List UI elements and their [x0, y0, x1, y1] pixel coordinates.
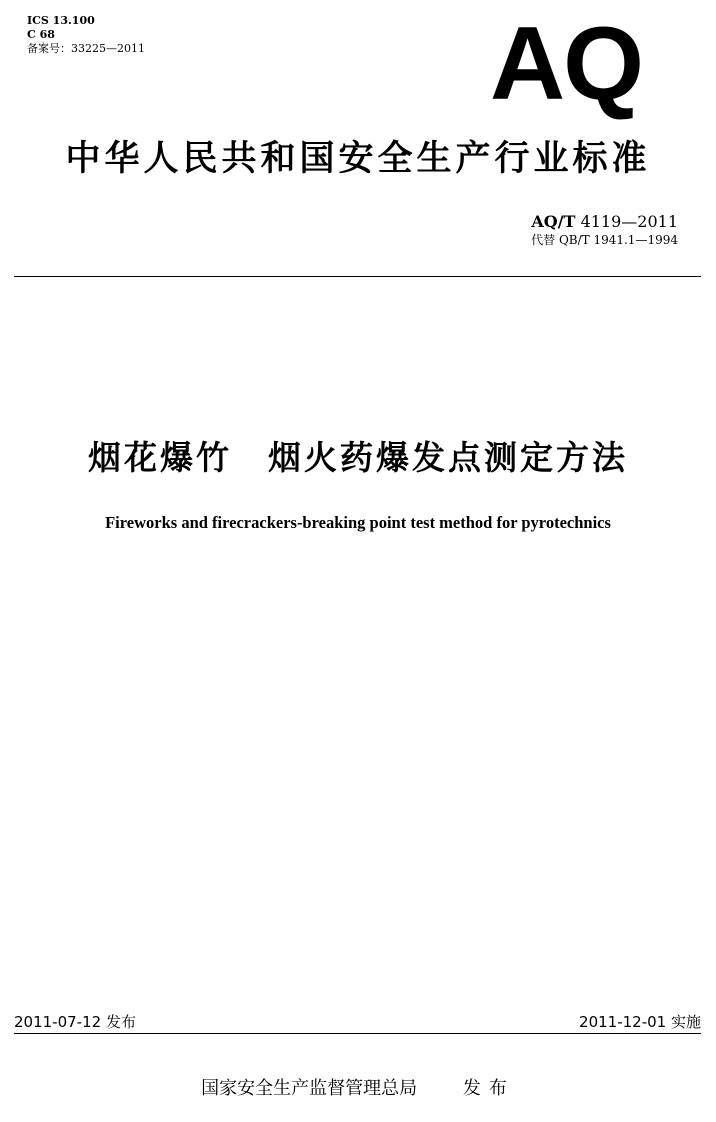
publisher-name: 国家安全生产监督管理总局 [201, 1078, 418, 1099]
standard-number-block [531, 212, 678, 248]
classification-code: C 68 [27, 28, 55, 41]
replaces-standard: 代替 QB/T 1941.1—1994 [531, 233, 678, 247]
standard-category-title: 中华人民共和国安全生产行业标准 [65, 139, 651, 179]
document-title-english: Fireworks and firecrackers-breaking point test method for pyrotechnics [105, 513, 611, 532]
footer-divider [14, 1033, 701, 1034]
effective-date: 2011-12-01 实施 [579, 1013, 701, 1031]
document-title-chinese: 烟花爆竹 烟火药爆发点测定方法 [88, 438, 628, 477]
publisher-line [0, 1076, 716, 1102]
document-metadata [27, 14, 145, 56]
header-divider [14, 276, 701, 277]
standard-code-prefix: AQ/T [531, 212, 576, 231]
record-number: 备案号：33225—2011 [27, 42, 145, 55]
issue-label: 发布 [462, 1078, 515, 1099]
ics-code: ICS 13.100 [27, 14, 95, 27]
standard-code-number: 4119—2011 [580, 212, 678, 231]
aq-logo: AQ [490, 6, 642, 122]
publish-date: 2011-07-12 发布 [14, 1013, 136, 1031]
standard-code [531, 212, 678, 232]
